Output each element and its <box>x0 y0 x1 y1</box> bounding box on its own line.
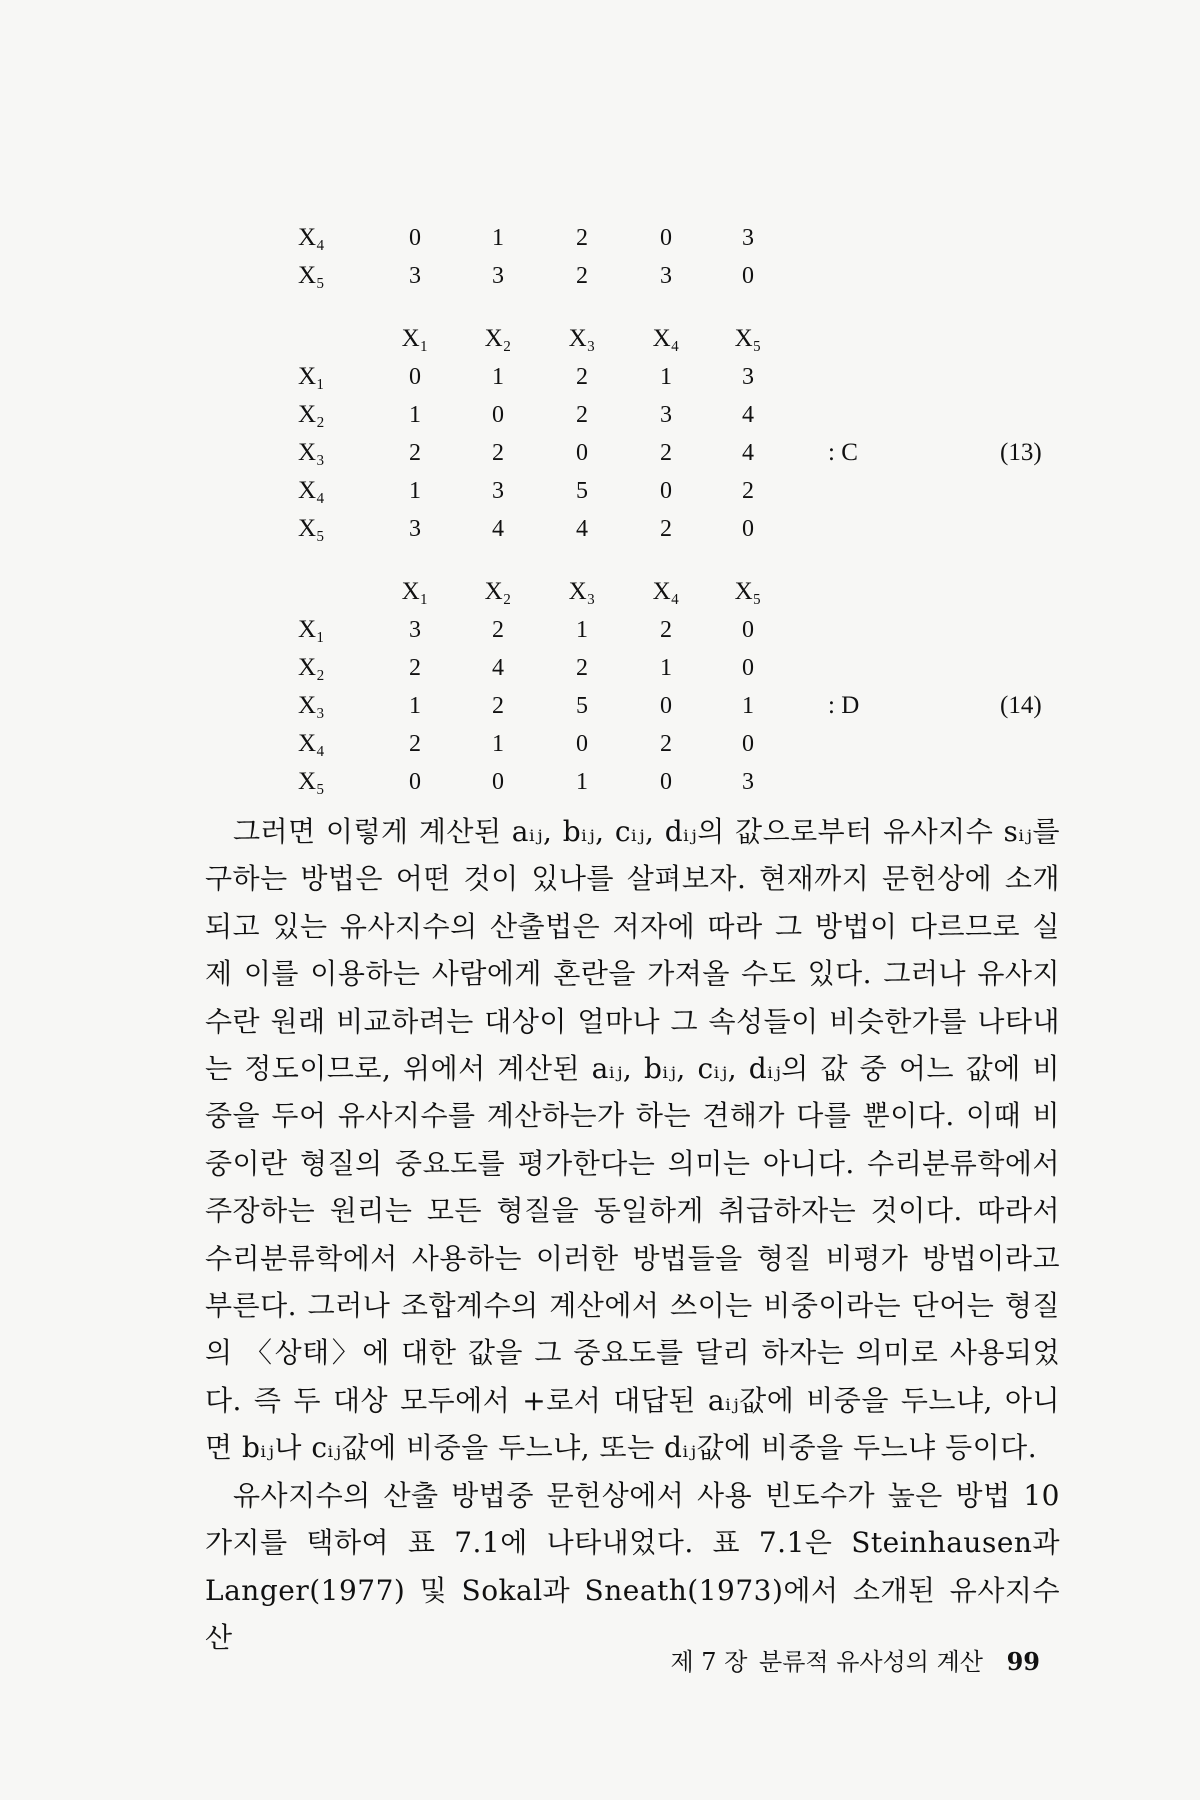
matrix-cell: 0 <box>742 617 754 643</box>
matrix-cell: 2 <box>492 617 504 643</box>
row-label: X₁ <box>298 616 325 643</box>
matrix-cell: 2 <box>576 263 588 289</box>
matrix-cell: 3 <box>409 516 421 542</box>
matrix-cell: 0 <box>742 516 754 542</box>
matrix-c <box>0 320 1200 548</box>
row-label: X₅ <box>298 768 325 795</box>
matrix-cell: 2 <box>660 731 672 757</box>
matrix-cell: 2 <box>742 478 754 504</box>
matrix-cell: 3 <box>660 402 672 428</box>
column-header: X₁ <box>401 578 429 605</box>
matrix-row <box>0 358 1200 396</box>
matrix-cell: 1 <box>492 364 504 390</box>
row-label: X₂ <box>298 654 325 681</box>
matrix-cell: 2 <box>492 440 504 466</box>
matrix-cell: 0 <box>742 655 754 681</box>
matrix-cell: 0 <box>742 731 754 757</box>
matrix-cell: 1 <box>576 617 588 643</box>
matrix-cell: 3 <box>492 478 504 504</box>
matrix-cell: 0 <box>492 769 504 795</box>
equation-number: (14) <box>1000 692 1042 719</box>
matrix-cell: 2 <box>576 225 588 251</box>
matrix-row <box>0 510 1200 548</box>
matrix-top-partial <box>0 219 1200 295</box>
matrix-cell: 4 <box>492 516 504 542</box>
row-label: X₃ <box>298 439 325 466</box>
matrix-cell: 5 <box>576 693 588 719</box>
matrix-cell: 2 <box>660 440 672 466</box>
matrix-cell: 1 <box>492 731 504 757</box>
matrix-row <box>0 725 1200 763</box>
matrix-row <box>0 472 1200 510</box>
matrix-cell: 2 <box>660 516 672 542</box>
matrix-cell: 0 <box>409 225 421 251</box>
matrix-cell: 2 <box>576 655 588 681</box>
matrix-marker: : D <box>828 692 860 719</box>
matrix-cell: 3 <box>742 225 754 251</box>
matrix-cell: 1 <box>660 655 672 681</box>
matrix-cell: 0 <box>409 364 421 390</box>
matrix-cell: 2 <box>660 617 672 643</box>
body-text <box>205 808 1060 1661</box>
matrix-row <box>0 611 1200 649</box>
column-header: X₂ <box>484 325 512 352</box>
matrix-cell: 1 <box>576 769 588 795</box>
matrix-cell: 1 <box>409 402 421 428</box>
matrix-cell: 3 <box>742 769 754 795</box>
matrix-header-row <box>0 320 1200 358</box>
matrix-row <box>0 434 1200 472</box>
matrix-cell: 3 <box>409 617 421 643</box>
matrix-cell: 1 <box>409 478 421 504</box>
equation-number: (13) <box>1000 439 1042 466</box>
row-label: X₅ <box>298 515 325 542</box>
row-label: X₄ <box>298 477 325 504</box>
page-footer <box>0 1645 1040 1679</box>
matrix-cell: 0 <box>492 402 504 428</box>
matrix-cell: 2 <box>409 655 421 681</box>
paragraph: 유사지수의 산출 방법중 문헌상에서 사용 빈도수가 높은 방법 10가지를 택하여 표 7.1에 나타내었다. 표 7.1은 Steinhausen과 Langer(1977) 및 Sokal과 Sneath(1973)에서 소개된 유사지수 산 <box>205 1478 1060 1654</box>
matrix-cell: 2 <box>492 693 504 719</box>
matrix-row <box>0 763 1200 801</box>
matrix-cell: 4 <box>742 402 754 428</box>
matrix-cell: 3 <box>742 364 754 390</box>
matrix-row <box>0 687 1200 725</box>
matrix-cell: 0 <box>409 769 421 795</box>
matrix-cell: 0 <box>576 440 588 466</box>
matrix-cell: 2 <box>409 731 421 757</box>
matrix-cell: 3 <box>660 263 672 289</box>
matrix-cell: 2 <box>576 402 588 428</box>
matrix-cell: 4 <box>576 516 588 542</box>
row-label: X₁ <box>298 363 325 390</box>
matrix-cell: 0 <box>660 225 672 251</box>
row-label: X₅ <box>298 262 325 289</box>
chapter-label: 제 7 장 <box>670 1648 748 1676</box>
matrix-cell: 5 <box>576 478 588 504</box>
matrix-cell: 0 <box>660 693 672 719</box>
matrix-marker: : C <box>828 439 858 466</box>
matrix-cell: 4 <box>492 655 504 681</box>
column-header: X₅ <box>734 578 762 605</box>
matrix-cell: 0 <box>660 478 672 504</box>
chapter-title: 분류적 유사성의 계산 <box>759 1648 983 1676</box>
row-label: X₄ <box>298 224 325 251</box>
matrix-d <box>0 573 1200 801</box>
matrix-cell: 0 <box>742 263 754 289</box>
matrix-cell: 0 <box>660 769 672 795</box>
column-header: X₂ <box>484 578 512 605</box>
row-label: X₄ <box>298 730 325 757</box>
column-header: X₃ <box>568 578 596 605</box>
matrix-header-row <box>0 573 1200 611</box>
column-header: X₃ <box>568 325 596 352</box>
matrix-cell: 1 <box>492 225 504 251</box>
paragraph: 그러면 이렇게 계산된 aᵢⱼ, bᵢⱼ, cᵢⱼ, dᵢⱼ의 값으로부터 유사지수 sᵢⱼ를 구하는 방법은 어떤 것이 있나를 살펴보자. 현재까지 문헌상에 소개되고 있는 유사지수의 산출법은 저자에 따라 그 방법이 다르므로 실제 이를 이용하는 사람에게 혼란을 가져올 수도 있다. 그러나 유사지수란 원래 비교하려는 대상이 얼마나 그 속성들이 비슷한가를 나타내는 정도이므로, 위에서 계산된 aᵢⱼ, bᵢⱼ, cᵢⱼ, dᵢⱼ의 값 중 어느 값에 비중을 두어 유사지수를 계산하는가 하는 견해가 다를 뿐이다. 이때 비중이란 형질의 중요도를 평가한다는 의미는 아니다. 수리분류학에서 주장하는 원리는 모든 형질을 동일하게 취급하자는 것이다. 따라서 수리분류학에서 사용하는 이러한 방법들을 형질 비평가 방법이라고 부른다. 그러나 조합계수의 계산에서 쓰이는 비중이라는 단어는 형질의 〈상태〉에 대한 값을 그 중요도를 달리 하자는 의미로 사용되었다. 즉 두 대상 모두에서 +로서 대답된 aᵢⱼ값에 비중을 두느냐, 아니면 bᵢⱼ나 cᵢⱼ값에 비중을 두느냐, 또는 dᵢⱼ값에 비중을 두느냐 등이다. <box>205 815 1060 1465</box>
column-header: X₁ <box>401 325 429 352</box>
matrix-cell: 3 <box>492 263 504 289</box>
matrix-row <box>0 649 1200 687</box>
column-header: X₄ <box>652 578 680 605</box>
matrix-cell: 2 <box>576 364 588 390</box>
row-label: X₂ <box>298 401 325 428</box>
matrix-cell: 1 <box>660 364 672 390</box>
matrix-row <box>0 396 1200 434</box>
matrix-cell: 4 <box>742 440 754 466</box>
page-number: 99 <box>1006 1647 1040 1676</box>
row-label: X₃ <box>298 692 325 719</box>
matrix-cell: 3 <box>409 263 421 289</box>
matrix-cell: 1 <box>742 693 754 719</box>
matrix-cell: 1 <box>409 693 421 719</box>
matrix-cell: 2 <box>409 440 421 466</box>
matrix-cell: 0 <box>576 731 588 757</box>
column-header: X₄ <box>652 325 680 352</box>
matrix-row <box>0 219 1200 257</box>
column-header: X₅ <box>734 325 762 352</box>
matrix-row <box>0 257 1200 295</box>
